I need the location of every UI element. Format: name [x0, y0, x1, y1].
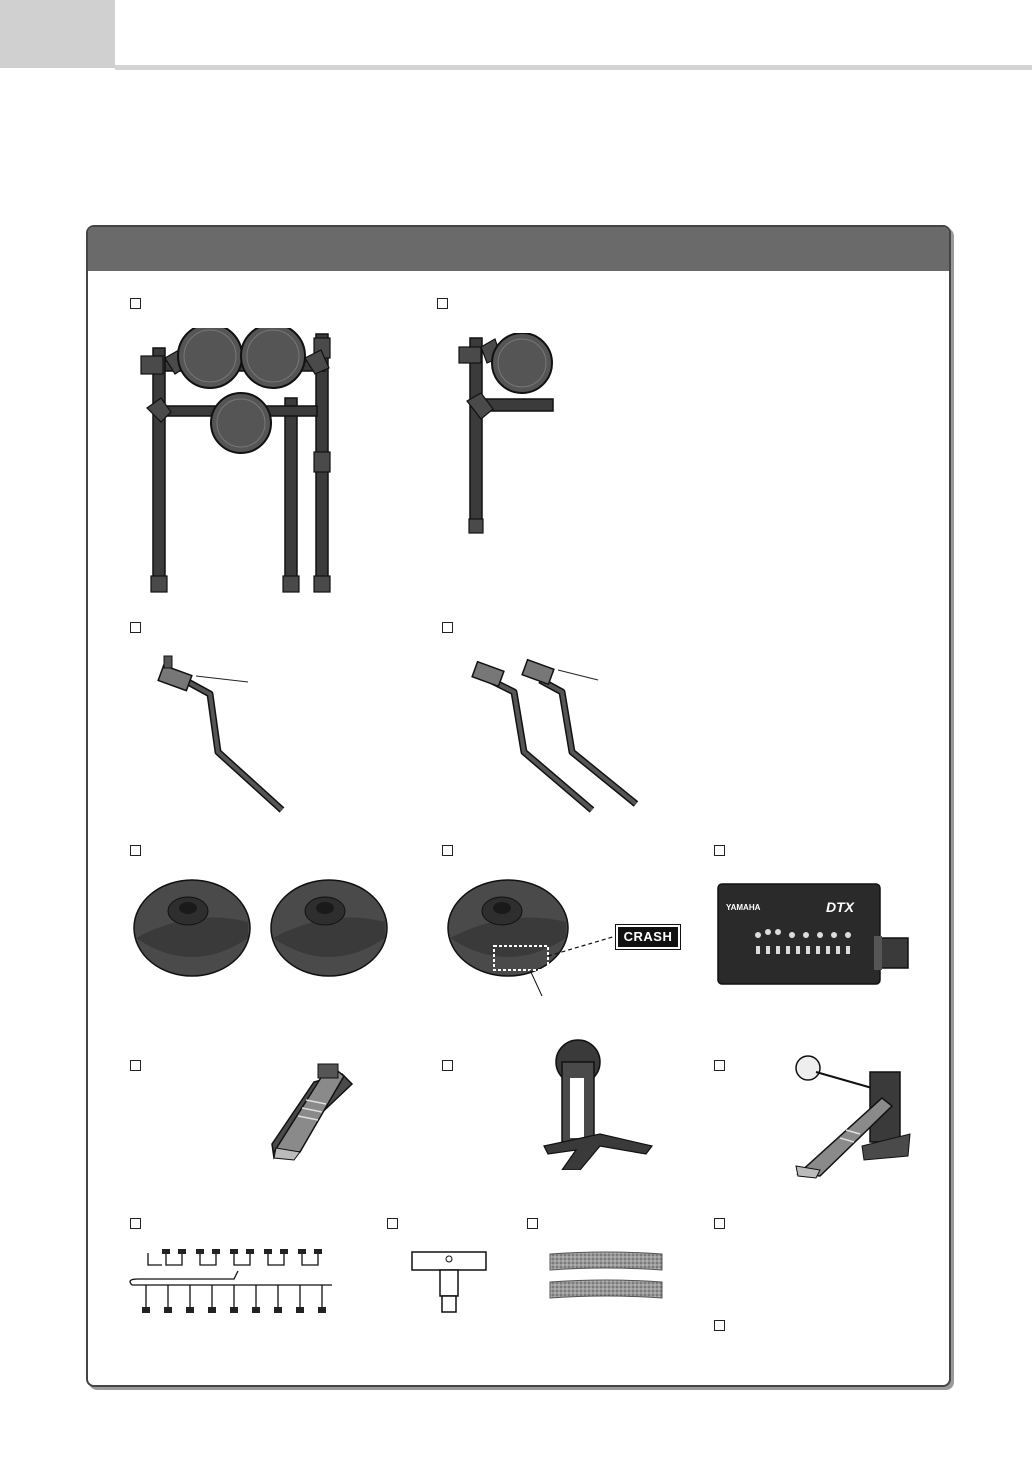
panel-title-bar — [88, 227, 949, 271]
cymbal-holder-pair-icon — [470, 652, 650, 817]
cymbal-pads-icon — [132, 878, 394, 978]
checkbox-snake-cable[interactable] — [130, 1218, 141, 1229]
checkbox-kick-pedal[interactable] — [714, 1060, 725, 1071]
checkbox-hook-loop-bands[interactable] — [527, 1218, 538, 1229]
checkbox-doc-2[interactable] — [714, 1320, 725, 1331]
checkbox-doc-1[interactable] — [714, 1218, 725, 1229]
checkbox-cymbal-holder-double[interactable] — [442, 622, 453, 633]
snake-cable-icon — [126, 1245, 342, 1323]
cymbal-holder-icon — [150, 652, 290, 817]
checkbox-hihat-controller[interactable] — [130, 1060, 141, 1071]
kick-tower-icon — [540, 1038, 656, 1170]
module-logo: DTX — [826, 899, 854, 915]
module-brand: YAMAHA — [726, 903, 761, 912]
hook-loop-band-icon — [548, 1250, 664, 1304]
checkbox-rack-side[interactable] — [437, 298, 448, 309]
checkbox-kick-pad[interactable] — [442, 1060, 453, 1071]
kick-pedal-icon — [792, 1050, 914, 1180]
checkbox-cymbal-pads[interactable] — [130, 845, 141, 856]
checkbox-drum-key[interactable] — [387, 1218, 398, 1229]
drum-rack-icon — [135, 328, 340, 593]
drum-key-icon — [410, 1250, 488, 1314]
checkbox-cymbal-holder-single[interactable] — [130, 622, 141, 633]
crash-label: CRASH — [616, 925, 680, 949]
checkbox-rack-main[interactable] — [130, 298, 141, 309]
crash-pad-icon — [444, 878, 624, 998]
page-header-tab — [0, 0, 115, 68]
side-rack-icon — [455, 333, 560, 538]
checkbox-crash-pad[interactable] — [442, 845, 453, 856]
header-rule — [115, 65, 1032, 70]
drum-module-icon — [716, 880, 912, 990]
hihat-pedal-icon — [266, 1060, 358, 1162]
checkbox-drum-module[interactable] — [714, 845, 725, 856]
